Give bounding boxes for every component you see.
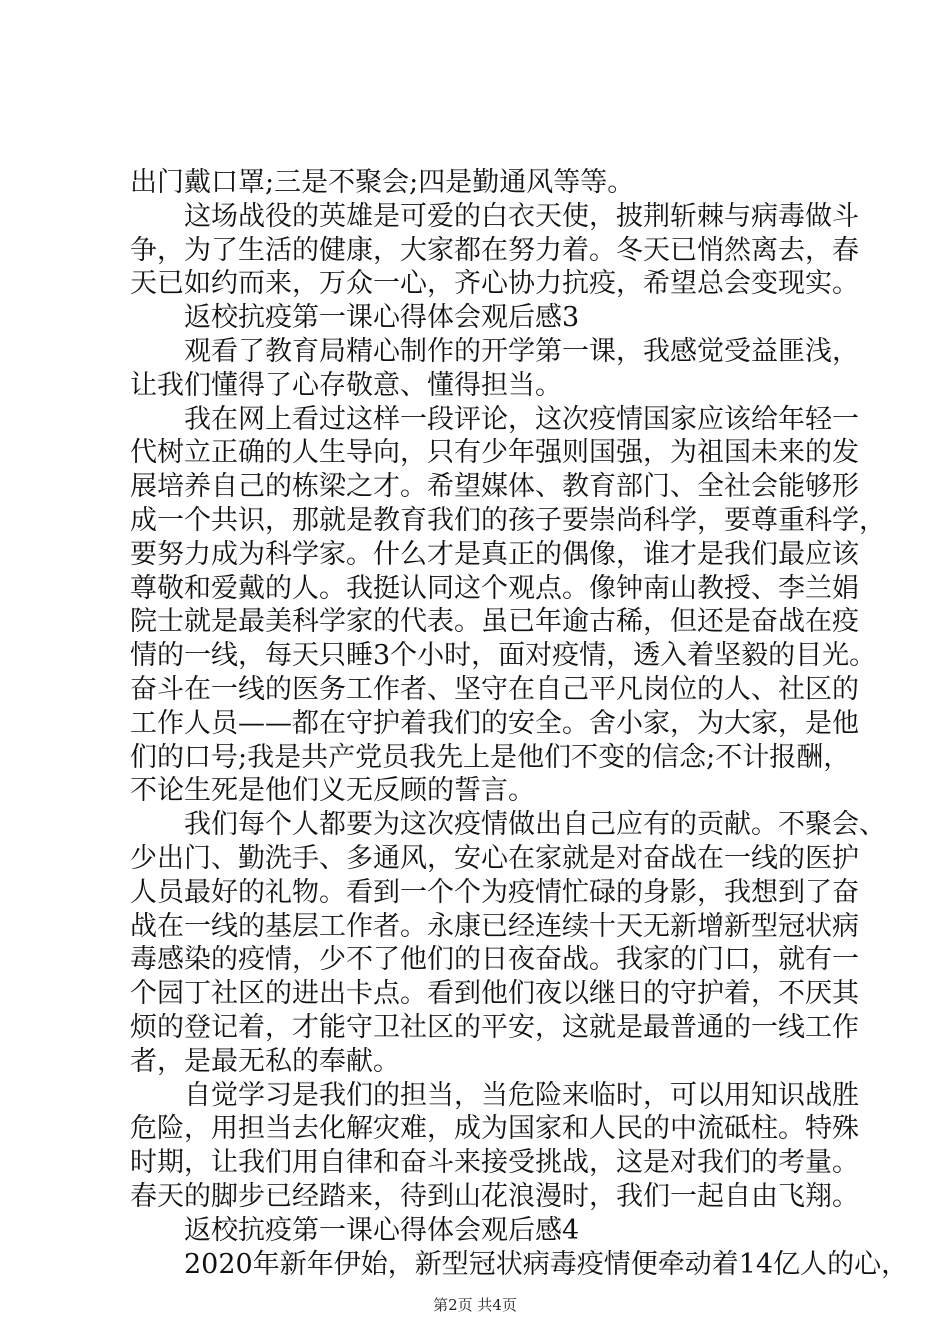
text-line: 毒感染的疫情，少不了他们的日夜奋战。我家的门口，就有一: [130, 944, 859, 976]
text-line: 奋斗在一线的医务工作者、坚守在自己平凡岗位的人、社区的: [130, 673, 859, 705]
text-line: 天已如约而来，万众一心，齐心协力抗疫，希望总会变现实。: [130, 268, 859, 300]
text-line: 危险，用担当去化解灾难，成为国家和人民的中流砥柱。特殊: [130, 1113, 859, 1145]
text-line: 烦的登记着，才能守卫社区的平安，这就是最普通的一线工作: [130, 1011, 859, 1043]
text-line: 我们每个人都要为这次疫情做出自己应有的贡献。不聚会、: [184, 809, 886, 841]
text-line: 们的口号;我是共产党员我先上是他们不变的信念;不计报酬，: [130, 741, 851, 773]
text-line: 者，是最无私的奉献。: [130, 1045, 400, 1077]
text-line: 院士就是最美科学家的代表。虽已年逾古稀，但还是奋战在疫: [130, 606, 859, 638]
text-line: 自觉学习是我们的担当，当危险来临时，可以用知识战胜: [184, 1079, 859, 1111]
text-line: 个园丁社区的进出卡点。看到他们夜以继日的守护着，不厌其: [130, 978, 859, 1010]
text-line: 让我们懂得了心存敬意、懂得担当。: [130, 369, 562, 401]
document-body: [130, 166, 909, 1281]
text-line: 2020年新年伊始，新型冠状病毒疫情便牵动着14亿人的心，: [184, 1248, 909, 1280]
text-line: 成一个共识，那就是教育我们的孩子要崇尚科学，要尊重科学，: [130, 504, 886, 536]
text-line: 要努力成为科学家。什么才是真正的偶像，谁才是我们最应该: [130, 538, 859, 570]
text-line: 我在网上看过这样一段评论，这次疫情国家应该给年轻一: [184, 403, 859, 435]
text-line: 时期，让我们用自律和奋斗来接受挑战，这是对我们的考量。: [130, 1147, 859, 1179]
section-heading: 返校抗疫第一课心得体会观后感3: [184, 302, 580, 334]
text-line: 代树立正确的人生导向，只有少年强则国强，为祖国未来的发: [130, 437, 859, 469]
page-number-footer: 第2页 共4页: [433, 1296, 517, 1314]
text-line: 观看了教育局精心制作的开学第一课，我感觉受益匪浅，: [184, 335, 859, 367]
text-line: 出门戴口罩;三是不聚会;四是勤通风等等。: [130, 167, 635, 198]
section-heading: 返校抗疫第一课心得体会观后感4: [184, 1214, 580, 1246]
text-line: 人员最好的礼物。看到一个个为疫情忙碌的身影，我想到了奋: [130, 876, 859, 908]
text-line: 少出门、勤洗手、多通风，安心在家就是对奋战在一线的医护: [130, 842, 859, 874]
text-line: 不论生死是他们义无反顾的誓言。: [130, 775, 535, 807]
text-line: 情的一线，每天只睡3个小时，面对疫情，透入着坚毅的目光。: [130, 640, 877, 672]
text-line: 争，为了生活的健康，大家都在努力着。冬天已悄然离去，春: [130, 234, 859, 266]
text-line: 工作人员——都在守护着我们的安全。舍小家，为大家，是他: [130, 707, 859, 739]
text-line: 尊敬和爱戴的人。我挺认同这个观点。像钟南山教授、李兰娟: [130, 572, 859, 604]
text-line: 展培养自己的栋梁之才。希望媒体、教育部门、全社会能够形: [130, 471, 859, 503]
text-line: 战在一线的基层工作者。永康已经连续十天无新增新型冠状病: [130, 910, 859, 942]
text-line: 这场战役的英雄是可爱的白衣天使，披荆斩棘与病毒做斗: [184, 200, 859, 232]
text-line: 春天的脚步已经踏来，待到山花浪漫时，我们一起自由飞翔。: [130, 1180, 859, 1212]
